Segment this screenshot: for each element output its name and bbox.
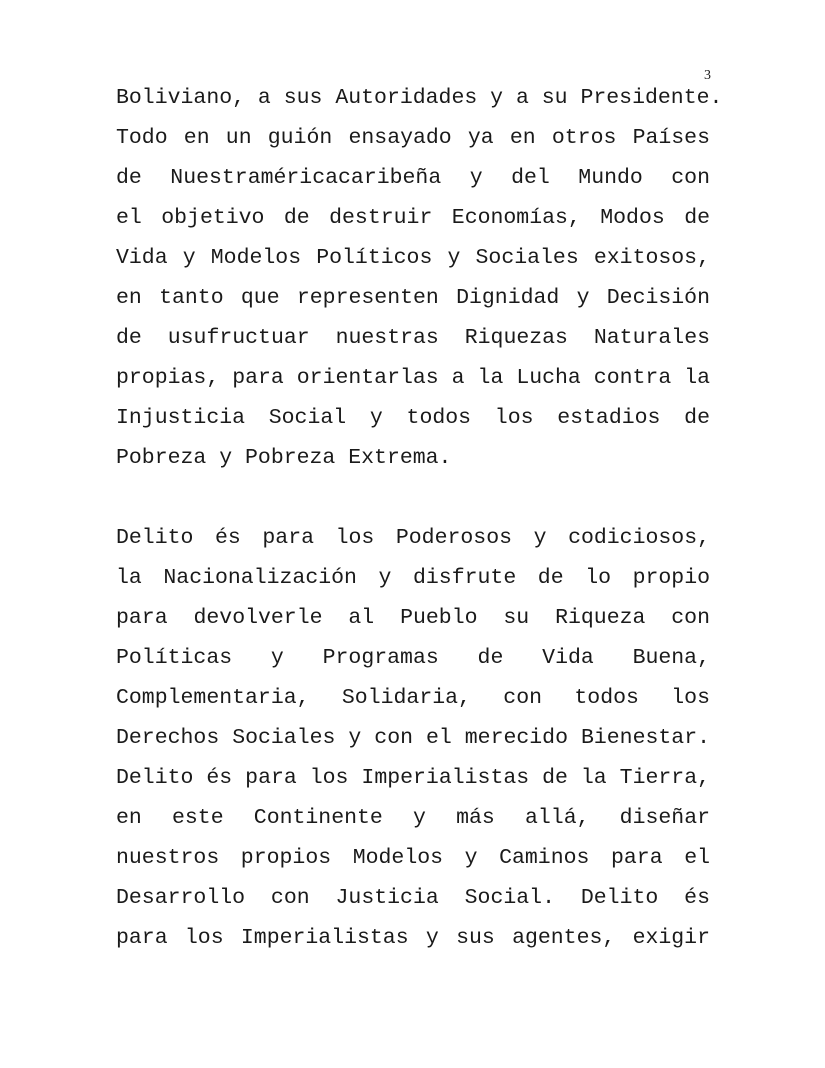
text-line: de Nuestraméricacaribeña y del Mundo con	[116, 166, 710, 190]
text-line: Todo en un guión ensayado ya en otros Países	[116, 126, 710, 150]
text-line: Complementaria, Solidaria, con todos los	[116, 686, 710, 710]
text-line: propias, para orientarlas a la Lucha contra la	[116, 366, 710, 390]
text-line: Delito és para los Poderosos y codiciosos,	[116, 526, 710, 550]
text-line: Desarrollo con Justicia Social. Delito és	[116, 886, 710, 910]
text-line: en tanto que representen Dignidad y Decisión	[116, 286, 710, 310]
text-line: en este Continente y más allá, diseñar	[116, 806, 710, 830]
text-line: la Nacionalización y disfrute de lo propio	[116, 566, 710, 590]
text-line: Derechos Sociales y con el merecido Bienestar.	[116, 726, 710, 750]
text-line: Injusticia Social y todos los estadios de	[116, 406, 710, 430]
text-line: Vida y Modelos Políticos y Sociales exitosos,	[116, 246, 710, 270]
text-line: Pobreza y Pobreza Extrema.	[116, 446, 452, 470]
text-line: para devolverle al Pueblo su Riqueza con	[116, 606, 710, 630]
paragraph-spacer	[116, 478, 710, 518]
paragraph-1	[116, 78, 723, 478]
text-line: Boliviano, a sus Autoridades y a su Presidente.	[116, 86, 723, 110]
body-text	[116, 78, 723, 958]
text-line: de usufructuar nuestras Riquezas Naturales	[116, 326, 710, 350]
page-number: 3	[704, 68, 711, 83]
text-line: para los Imperialistas y sus agentes, exigir	[116, 926, 710, 950]
text-line: nuestros propios Modelos y Caminos para el	[116, 846, 710, 870]
text-line: el objetivo de destruir Economías, Modos de	[116, 206, 710, 230]
text-line: Políticas y Programas de Vida Buena,	[116, 646, 710, 670]
paragraph-2	[116, 518, 710, 958]
text-line: Delito és para los Imperialistas de la Tierra,	[116, 766, 710, 790]
